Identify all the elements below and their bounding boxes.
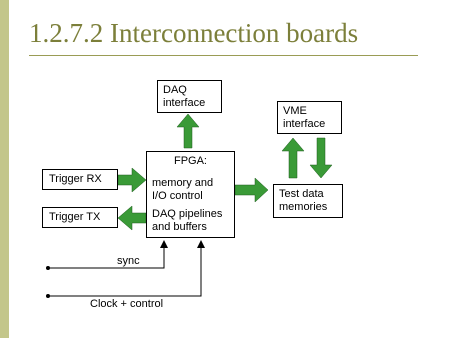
fpga-title: FPGA: — [173, 155, 207, 167]
daq-interface-box — [157, 80, 222, 113]
arrow-trigger-rx-to-fpga — [118, 168, 146, 192]
trigger-tx-label: Trigger TX — [49, 211, 101, 223]
sync-line — [48, 244, 164, 268]
arrow-vme-down — [310, 138, 332, 178]
sync-label: sync — [117, 255, 140, 267]
arrow-fpga-to-daq — [177, 114, 199, 148]
clock-control-line — [48, 244, 201, 296]
clock-control-label: Clock + control — [90, 298, 164, 310]
test-data-memories-box — [273, 184, 343, 218]
fpga-line-daq: DAQ pipelines and buffers — [152, 208, 223, 233]
trigger-rx-box — [42, 169, 118, 190]
daq-interface-label: DAQ interface — [163, 84, 206, 109]
vme-interface-box — [277, 101, 342, 134]
test-data-memories-label: Test data memories — [279, 188, 328, 213]
arrow-vme-up — [282, 138, 304, 178]
vme-interface-label: VME interface — [283, 105, 326, 130]
arrow-fpga-to-trigger-tx — [118, 206, 146, 230]
fpga-line-memory: memory and I/O control — [152, 177, 214, 202]
arrow-fpga-to-test-data — [235, 178, 268, 202]
trigger-tx-box — [42, 207, 118, 228]
fpga-box — [146, 151, 235, 238]
slide-title: 1.2.7.2 Interconnection boards — [29, 18, 359, 48]
trigger-rx-label: Trigger RX — [49, 173, 102, 185]
